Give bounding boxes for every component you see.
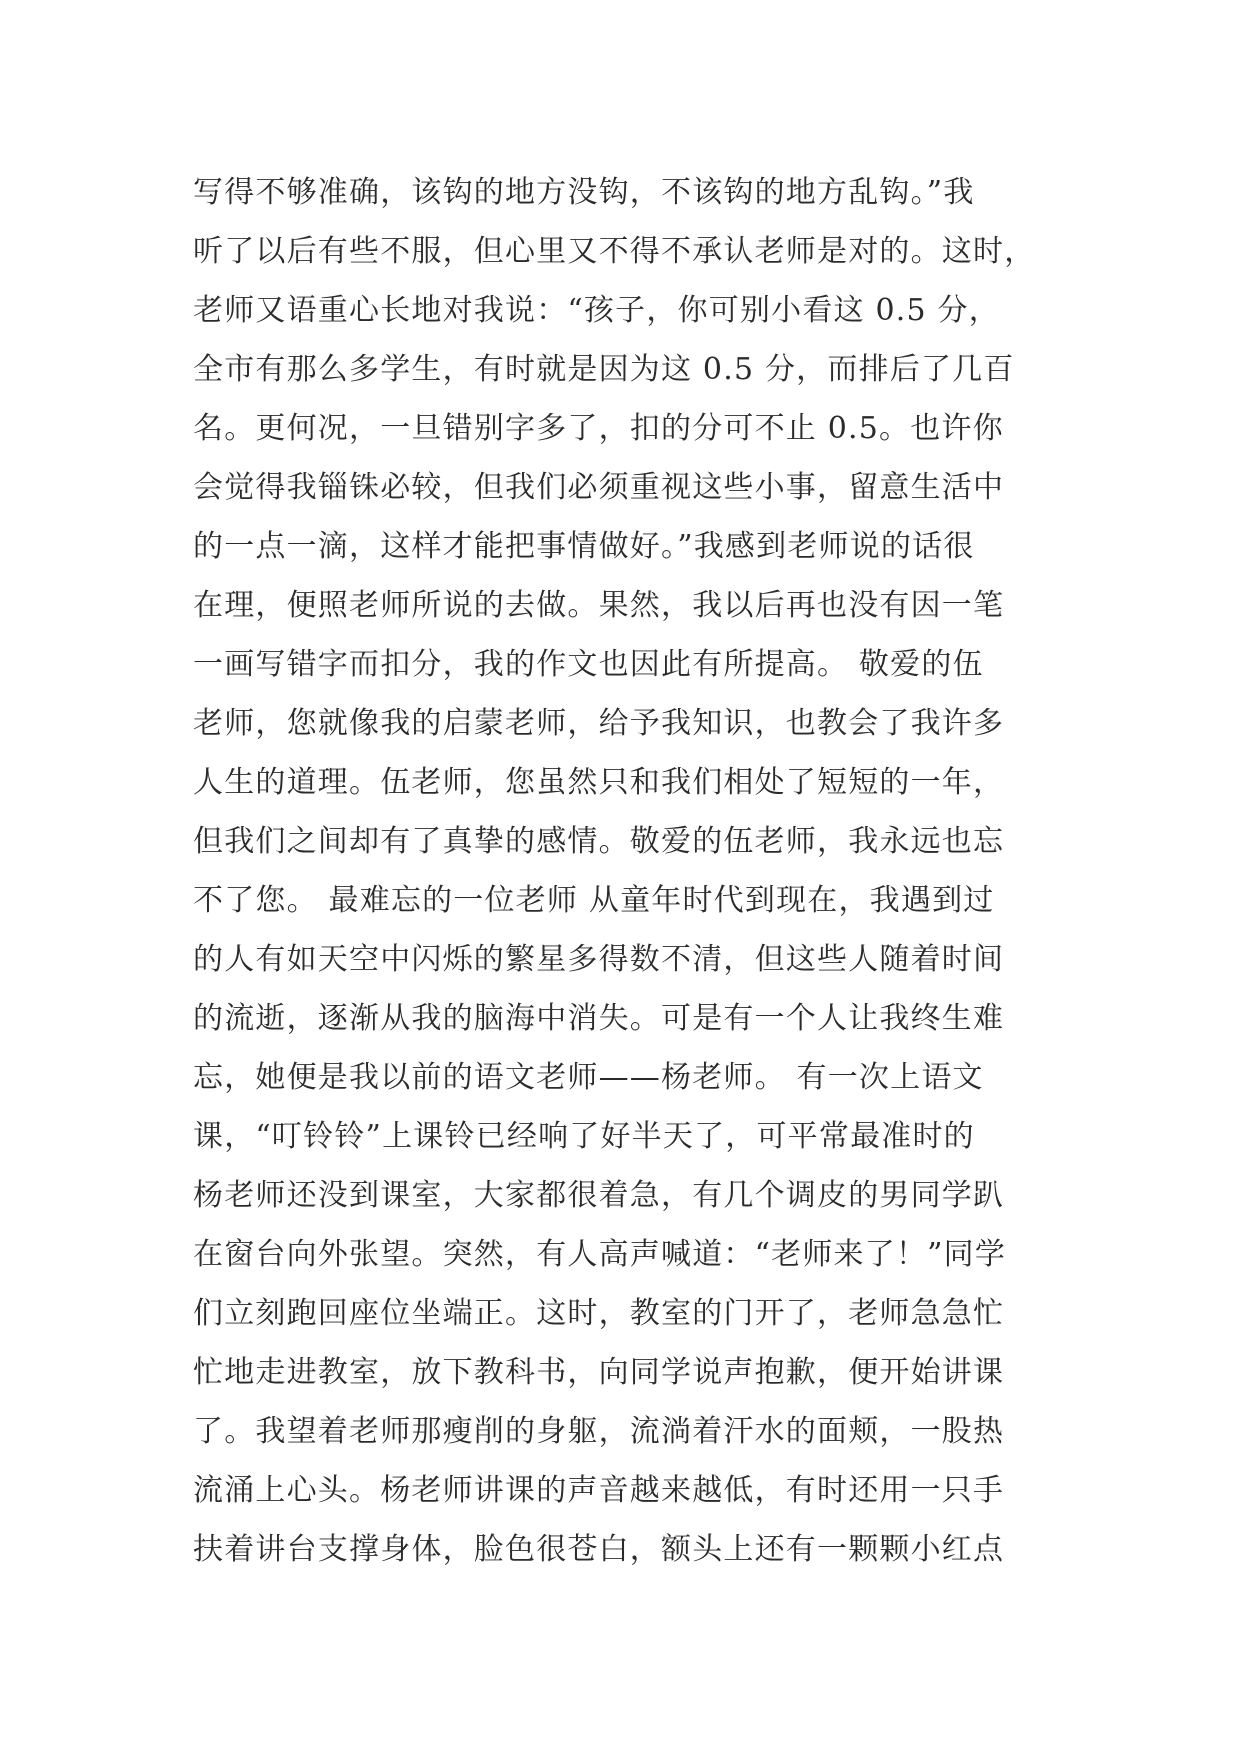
text-line: 全市有那么多学生，有时就是因为这 0.5 分，而排后了几百 bbox=[193, 352, 1015, 387]
text-line: 在理，便照老师所说的去做。果然，我以后再也没有因一笔 bbox=[193, 588, 1005, 623]
text-line: 名。更何况，一旦错别字多了，扣的分可不止 0.5。也许你 bbox=[193, 411, 1004, 446]
text-line: 一画写错字而扣分，我的作文也因此有所提高。 敬爱的伍 bbox=[193, 647, 984, 682]
text-line: 老师，您就像我的启蒙老师，给予我知识，也教会了我许多 bbox=[193, 706, 1005, 741]
text-line: 扶着讲台支撑身体，脸色很苍白，额头上还有一颗颗小红点 bbox=[193, 1532, 1005, 1567]
text-line: 人生的道理。伍老师，您虽然只和我们相处了短短的一年， bbox=[193, 765, 1005, 800]
text-line: 但我们之间却有了真挚的感情。敬爱的伍老师，我永远也忘 bbox=[193, 824, 1005, 859]
body-text bbox=[193, 163, 1053, 1579]
text-line: 忘，她便是我以前的语文老师——杨老师。 有一次上语文 bbox=[193, 1060, 984, 1095]
text-line: 课，“叮铃铃”上课铃已经响了好半天了，可平常最准时的 bbox=[193, 1119, 975, 1154]
text-line: 老师又语重心长地对我说：“孩子，你可别小看这 0.5 分， bbox=[193, 293, 1000, 328]
text-line: 流涌上心头。杨老师讲课的声音越来越低，有时还用一只手 bbox=[193, 1473, 1005, 1508]
text-line: 的人有如天空中闪烁的繁星多得数不清，但这些人随着时间 bbox=[193, 942, 1005, 977]
text-line: 了。我望着老师那瘦削的身躯，流淌着汗水的面颊，一股热 bbox=[193, 1414, 1005, 1449]
text-line: 的一点一滴，这样才能把事情做好。”我感到老师说的话很 bbox=[193, 529, 975, 564]
text-line: 写得不够准确，该钩的地方没钩，不该钩的地方乱钩。”我 bbox=[193, 175, 975, 210]
text-line: 不了您。 最难忘的一位老师 从童年时代到现在，我遇到过 bbox=[193, 883, 995, 918]
text-line: 会觉得我锱铢必较，但我们必须重视这些小事，留意生活中 bbox=[193, 470, 1005, 505]
text-line: 的流逝，逐渐从我的脑海中消失。可是有一个人让我终生难 bbox=[193, 1001, 1005, 1036]
text-line: 们立刻跑回座位坐端正。这时，教室的门开了，老师急急忙 bbox=[193, 1296, 1005, 1331]
text-line: 在窗台向外张望。突然，有人高声喊道：“老师来了！”同学 bbox=[193, 1237, 1007, 1272]
text-line: 忙地走进教室，放下教科书，向同学说声抱歉，便开始讲课 bbox=[193, 1355, 1005, 1390]
text-line: 听了以后有些不服，但心里又不得不承认老师是对的。这时， bbox=[193, 234, 1036, 269]
text-line: 杨老师还没到课室，大家都很着急，有几个调皮的男同学趴 bbox=[193, 1178, 1005, 1213]
